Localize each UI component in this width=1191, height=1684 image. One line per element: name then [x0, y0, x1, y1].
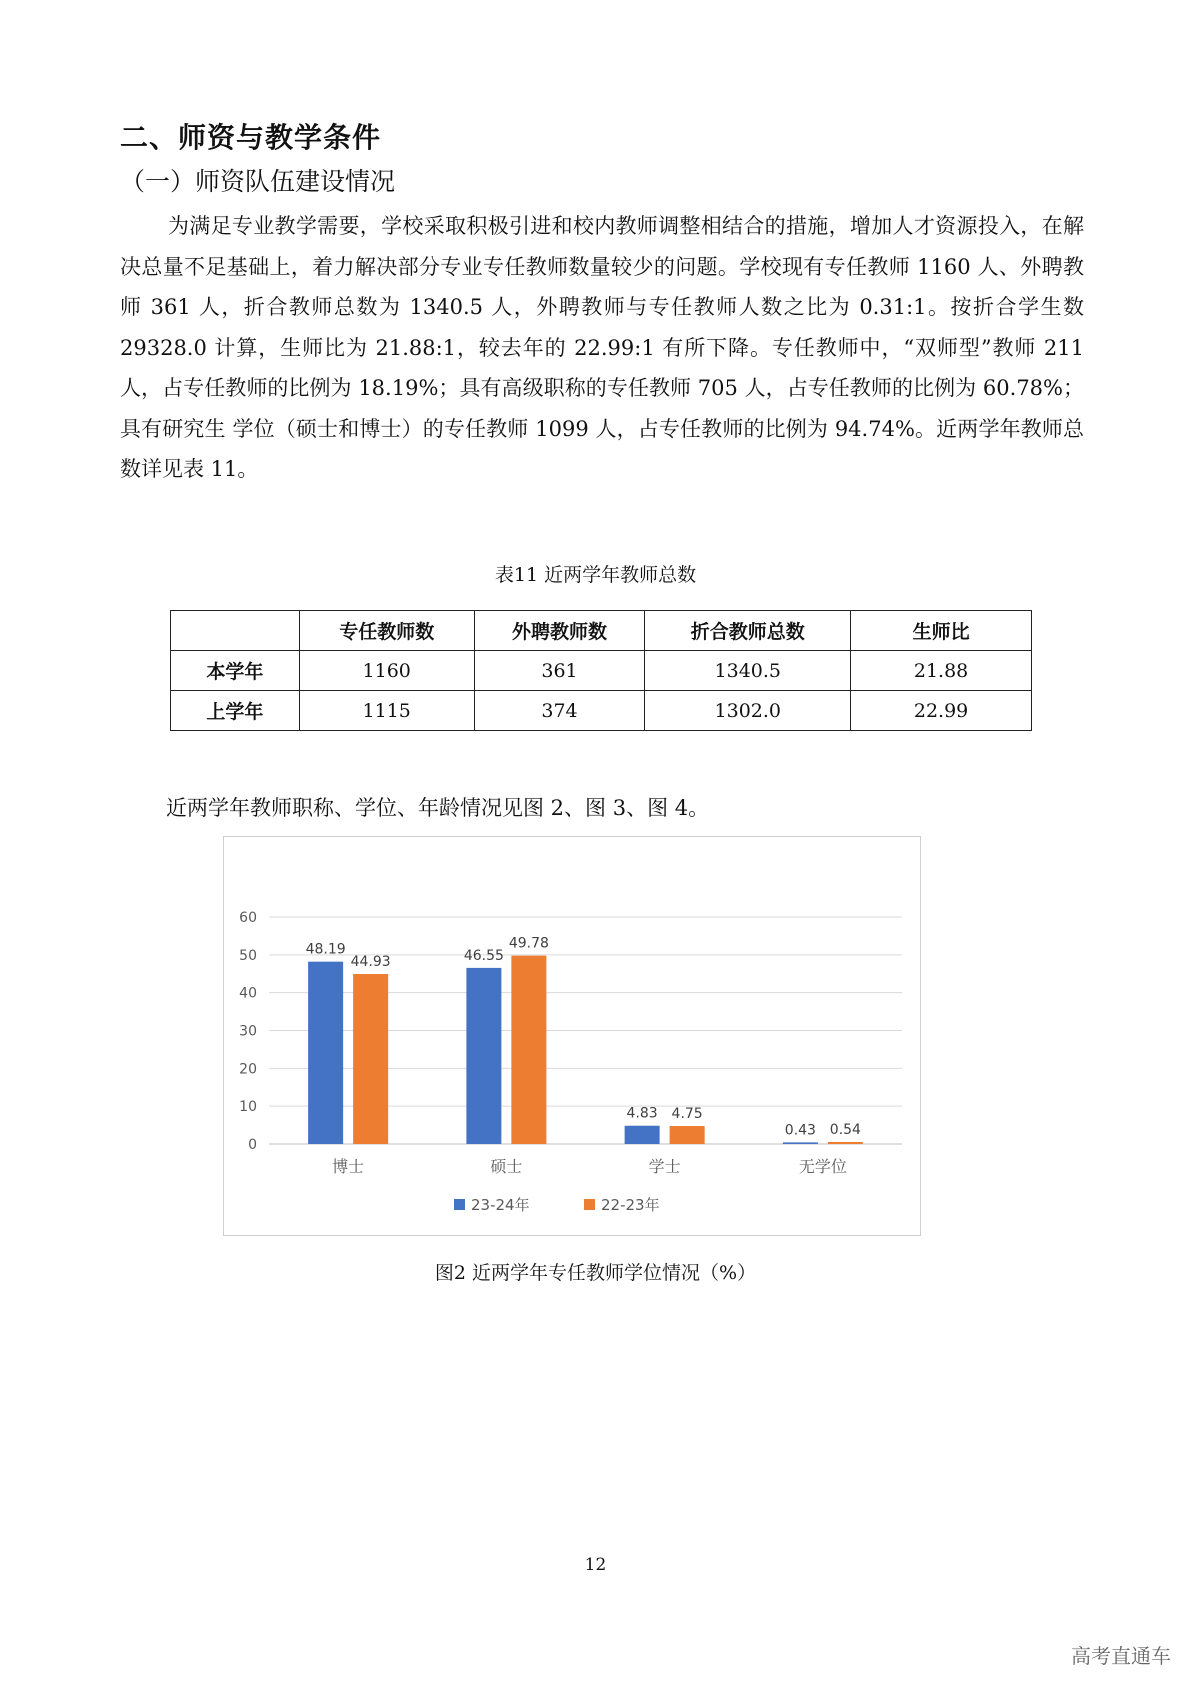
y-tick-label: 60 [239, 910, 257, 926]
data-label: 46.55 [463, 947, 504, 964]
data-label: 44.93 [350, 954, 391, 971]
table-header-row [171, 611, 1032, 651]
table-cell: 361 [474, 651, 645, 691]
table-cell: 1340.5 [645, 651, 851, 691]
y-tick-label: 10 [239, 1099, 257, 1116]
table-header-cell: 外聘教师数 [474, 611, 645, 651]
x-tick-label: 无学位 [798, 1157, 847, 1176]
figure-intro-text: 近两学年教师职称、学位、年龄情况见图 2、图 3、图 4。 [166, 796, 710, 820]
table-header-cell: 专任教师数 [299, 611, 474, 651]
bar [511, 956, 546, 1144]
legend-label: 23-24年 [471, 1196, 530, 1214]
y-tick-label: 0 [248, 1137, 257, 1153]
y-tick-label: 50 [239, 947, 257, 964]
legend-swatch [584, 1199, 595, 1210]
bar [828, 1142, 863, 1144]
data-label: 48.19 [305, 941, 346, 958]
table-cell: 21.88 [851, 651, 1032, 691]
legend-swatch [454, 1199, 465, 1210]
bar [625, 1126, 660, 1144]
section-title: 二、师资与教学条件 [120, 121, 382, 154]
x-tick-label: 学士 [648, 1157, 681, 1176]
table-cell: 374 [474, 691, 645, 731]
row-header: 上学年 [171, 691, 300, 731]
bar [783, 1142, 818, 1144]
teacher-total-table [170, 610, 1032, 731]
watermark: 高考直通车 [1071, 1644, 1171, 1668]
data-label: 4.75 [671, 1106, 703, 1123]
x-tick-label: 硕士 [490, 1157, 523, 1176]
table-header-cell: 生师比 [851, 611, 1032, 651]
data-label: 49.78 [508, 935, 549, 952]
row-header: 本学年 [171, 651, 300, 691]
figure-caption: 图2 近两学年专任教师学位情况（%） [434, 1262, 757, 1284]
bar [466, 968, 501, 1144]
y-tick-label: 20 [239, 1061, 257, 1078]
body-paragraph: 为满足专业教学需要，学校采取积极引进和校内教师调整相结合的措施，增加人才资源投入，在解决总量不足基础上，着力解决部分专业专任教师数量较少的问题。学校现有专任教师 1160 人、外聘教师 361 人，折合教师总数为 1340.5 人，外聘教师与专任教师人数之比为 0.31:1。按折合学生数 29328.0 计算，生师比为 21.88:1，较去年的 22.99:1 有所下降。专任教师中，“双师型”教师 211 人，占专任教师的比例为 18.19%；具有高级职称的专任教师 705 人，占专任教师的比例为 60.78%；具有研究生 学位（硕士和博士）的专任教师 1099 人，占专任教师的比例为 94.74%。近两学年教师总数详见表 11。 [120, 214, 1084, 481]
x-tick-label: 博士 [332, 1157, 365, 1176]
table-cell: 1302.0 [645, 691, 851, 731]
table-row [171, 651, 1032, 691]
table-header-cell [171, 611, 300, 651]
y-tick-label: 40 [239, 985, 257, 1002]
data-label: 0.54 [829, 1121, 861, 1138]
table-cell: 1115 [299, 691, 474, 731]
legend-label: 22-23年 [601, 1196, 660, 1214]
bar [353, 974, 388, 1144]
table-header-cell: 折合教师总数 [645, 611, 851, 651]
subsection-title: （一）师资队伍建设情况 [120, 167, 396, 196]
table-caption: 表11 近两学年教师总数 [494, 564, 697, 586]
data-label: 0.43 [784, 1122, 816, 1139]
bar-chart-svg [224, 837, 922, 1237]
table-cell: 22.99 [851, 691, 1032, 731]
page-number: 12 [584, 1555, 607, 1575]
data-label: 4.83 [626, 1105, 658, 1122]
bar [308, 962, 343, 1144]
degree-chart [223, 836, 921, 1236]
y-tick-label: 30 [239, 1023, 257, 1040]
table-cell: 1160 [299, 651, 474, 691]
table-row [171, 691, 1032, 731]
bar [670, 1126, 705, 1144]
